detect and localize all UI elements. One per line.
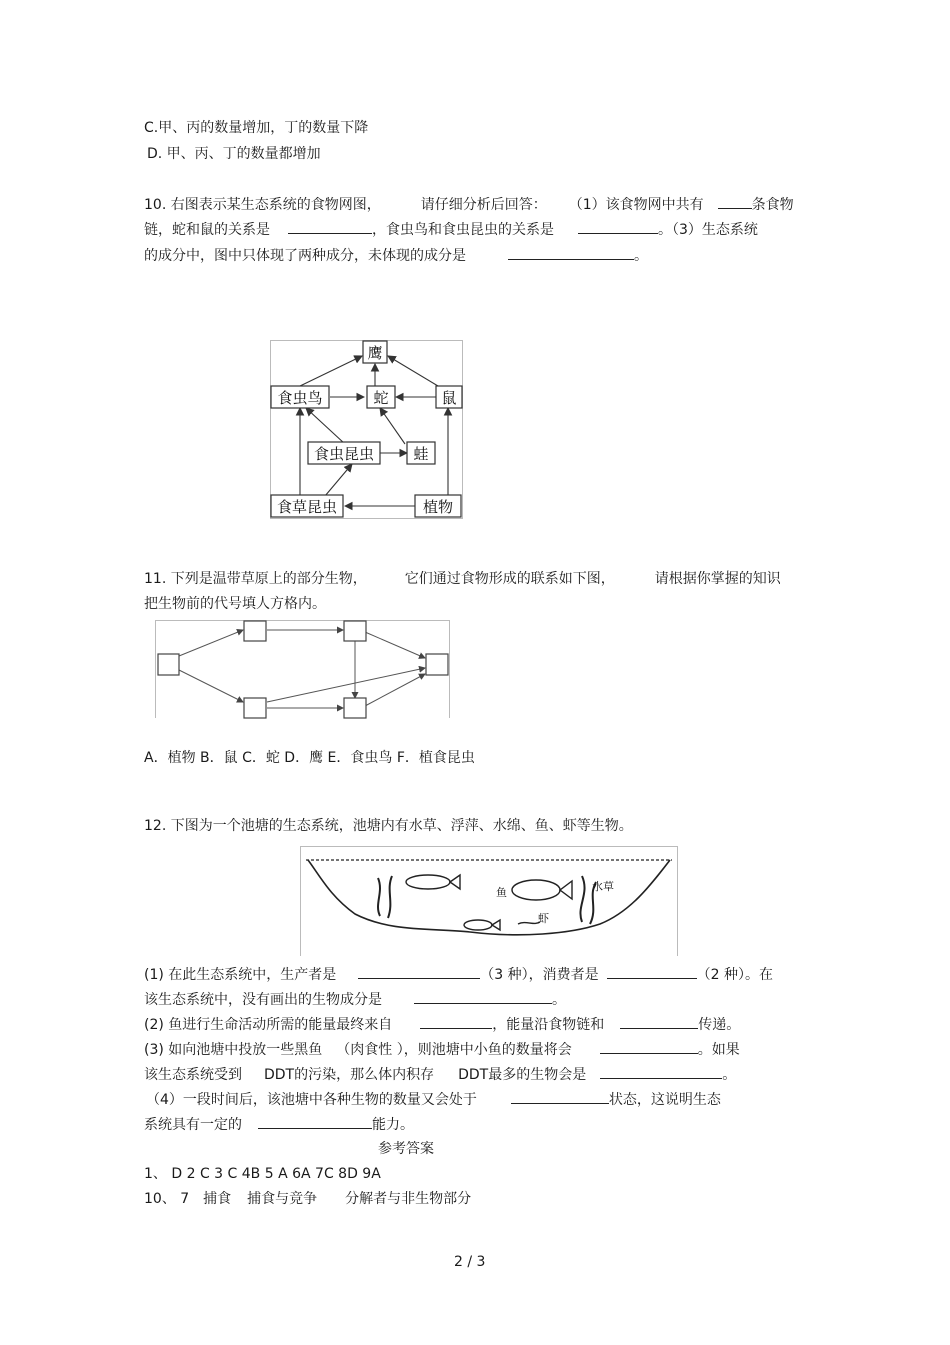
pond-illustration (300, 846, 680, 958)
grid-box-2[interactable] (244, 621, 266, 641)
blank-producers[interactable] (358, 964, 480, 979)
page-number: 2 / 3 (454, 1254, 486, 1270)
blank-small-fish-change[interactable] (600, 1039, 698, 1054)
answers-title: 参考答案 (378, 1141, 434, 1157)
node-mouse: 鼠 (441, 389, 457, 407)
q10-line-3: 的成分中，图中只体现了两种成分，未体现的成分是 。 (144, 245, 648, 266)
node-plant: 植物 (422, 498, 454, 516)
q12-p1-line-1: (1) 在此生态系统中，生产者是 （3 种），消费者是 （2 种）。在 (144, 964, 773, 985)
blank-ability[interactable] (258, 1114, 372, 1129)
node-snake: 蛇 (373, 389, 389, 407)
label-water-grass: 水草 (592, 880, 614, 893)
q12-p4-line-1: （4）一段时间后，该池塘中各种生物的数量又会处于 状态，这说明生态 (146, 1089, 721, 1110)
q11-line-2: 把生物前的代号填人方格内。 (144, 596, 326, 612)
q12-p3-line-1: (3) 如向池塘中投放一些黑鱼 （肉食性 ），则池塘中小鱼的数量将会 。如果 (144, 1039, 740, 1060)
blank-balance-state[interactable] (511, 1089, 609, 1104)
grid-box-6[interactable] (344, 698, 366, 718)
q12-intro: 12. 下图为一个池塘的生态系统，池塘内有水草、浮萍、水绵、鱼、虾等生物。 (144, 818, 633, 834)
q10-line-1: 10. 右图表示某生态系统的食物网图， 请仔细分析后回答： （1）该食物网中共有 条食物 (144, 194, 794, 215)
answers-line-10: 10、 7 捕食 捕食与竞争 分解者与非生物部分 (144, 1191, 472, 1207)
blank-energy-source[interactable] (420, 1014, 492, 1029)
food-web-diagram (270, 340, 464, 520)
blank-missing-component[interactable] (508, 245, 634, 260)
q12-p4-line-2: 系统具有一定的 能力。 (144, 1114, 414, 1135)
q12-p3-line-2: 该生态系统受到 DDT的污染，那么体内积存 DDT最多的生物会是 。 (144, 1064, 736, 1085)
label-fish: 鱼 (496, 886, 507, 899)
node-bird: 食虫鸟 (277, 389, 323, 407)
blank-consumers[interactable] (607, 964, 697, 979)
node-hawk: 鹰 (367, 344, 383, 362)
q10-line-2: 链，蛇和鼠的关系是 ，食虫鸟和食虫昆虫的关系是 。（3）生态系统 (144, 219, 758, 240)
blank-bird-insect[interactable] (578, 219, 658, 234)
blank-missing-biotic[interactable] (414, 989, 552, 1004)
grid-box-3[interactable] (344, 621, 366, 641)
grassland-box-diagram (155, 620, 451, 720)
answers-line-1: 1、 D 2 C 3 C 4B 5 A 6A 7C 8D 9A (144, 1166, 381, 1182)
q12-p1-line-2: 该生态系统中，没有画出的生物成分是 。 (144, 989, 566, 1010)
node-frog: 蛙 (413, 445, 429, 463)
grid-box-1[interactable] (158, 654, 179, 675)
node-insect: 食虫昆虫 (313, 445, 375, 463)
option-c: C.甲、丙的数量增加，丁的数量下降 (144, 120, 369, 136)
node-herbivore: 食草昆虫 (276, 498, 338, 516)
blank-chain-count[interactable] (718, 194, 752, 209)
option-d: D. 甲、丙、丁的数量都增加 (147, 146, 321, 162)
grid-box-5[interactable] (244, 698, 266, 718)
q11-line-1: 11. 下列是温带草原上的部分生物， 它们通过食物形成的联系如下图， 请根据你掌握的知识 (144, 571, 781, 587)
label-shrimp: 虾 (538, 912, 549, 925)
blank-snake-mouse[interactable] (288, 219, 372, 234)
q11-choices: A．植物 B．鼠 C．蛇 D．鹰 E．食虫鸟 F．植食昆虫 (144, 750, 475, 766)
grid-box-4[interactable] (426, 654, 448, 675)
blank-energy-path[interactable] (620, 1014, 698, 1029)
q12-p2-line: (2) 鱼进行生命活动所需的能量最终来自 ，能量沿食物链和 传递。 (144, 1014, 740, 1035)
blank-ddt-organism[interactable] (600, 1064, 722, 1079)
